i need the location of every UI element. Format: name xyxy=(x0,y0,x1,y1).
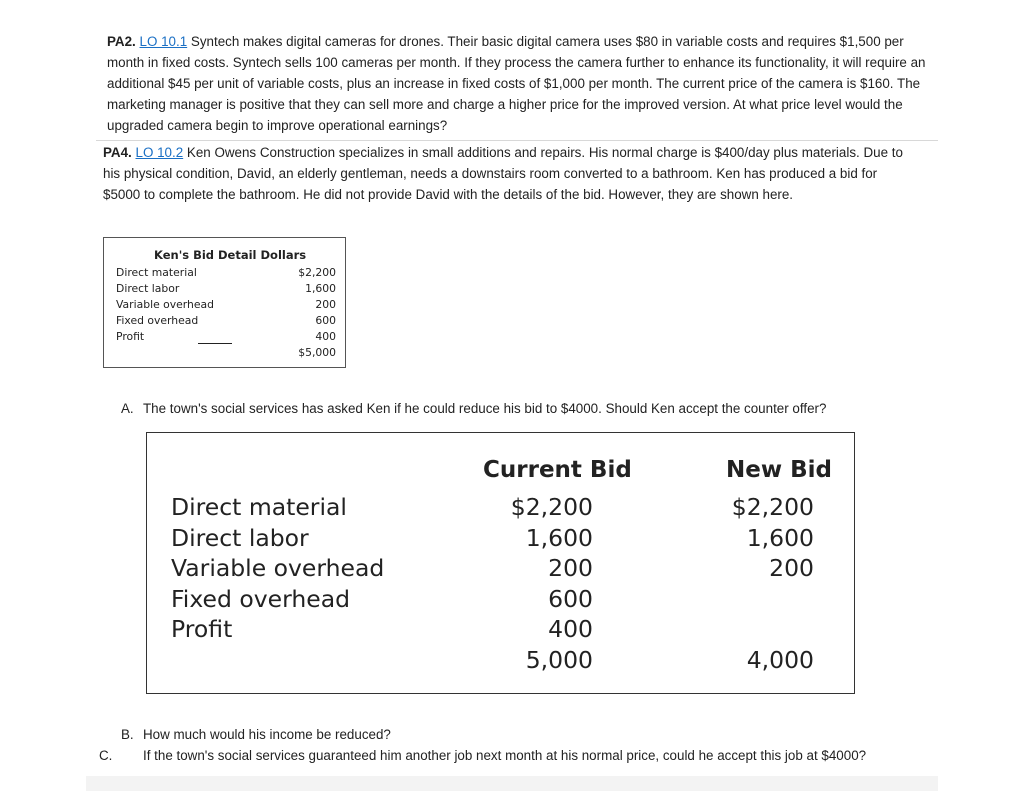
row-value: 600 xyxy=(315,314,336,327)
problem-pa4-number: PA4. xyxy=(103,145,132,160)
table-row xyxy=(116,266,336,282)
question-c xyxy=(99,745,933,766)
question-letter: A. xyxy=(121,401,134,416)
learning-objective-link-10-1[interactable]: LO 10.1 xyxy=(139,34,188,49)
question-text: If the town's social services guaranteed him another job next month at his normal price, could he accept this job at $4000? xyxy=(143,748,867,763)
table-total-row xyxy=(147,646,856,677)
question-a xyxy=(121,398,911,419)
question-b xyxy=(121,724,911,745)
table-total-row xyxy=(116,346,336,362)
current-value: 400 xyxy=(548,615,593,643)
total-underline xyxy=(198,343,232,344)
page-bottom-edge xyxy=(86,776,938,791)
new-value: 1,600 xyxy=(746,524,814,552)
problem-pa2-text: Syntech makes digital cameras for drones. Their basic digital camera uses $80 in variable costs and requires $1,500 per month in fixed costs. Syntech sells 100 cameras per month. If they process the camera further to enhance its functionality, it will require an additional $45 per unit of variable costs, plus an increase in fixed costs of $1,000 per month. The current price of the camera is $160. The marketing manager is positive that they can sell more and charge a higher price for the improved version. At what price level would the upgraded camera begin to improve operational earnings? xyxy=(107,34,926,133)
table-row xyxy=(116,282,336,298)
table-row xyxy=(147,615,856,646)
row-label: Profit xyxy=(171,615,233,643)
row-label: Fixed overhead xyxy=(116,314,199,327)
row-label: Variable overhead xyxy=(116,298,214,311)
bid-comparison-table xyxy=(146,432,855,694)
new-value: $2,200 xyxy=(731,493,814,521)
problem-pa2-number: PA2. xyxy=(107,34,136,49)
row-label: Direct material xyxy=(171,493,347,521)
row-value: $2,200 xyxy=(298,266,336,279)
table-row xyxy=(147,554,856,585)
new-value: 200 xyxy=(769,554,814,582)
question-text: How much would his income be reduced? xyxy=(143,727,391,742)
current-value: $2,200 xyxy=(510,493,593,521)
header-current-bid: Current Bid xyxy=(483,457,632,483)
problem-pa4 xyxy=(103,142,918,205)
problem-pa2 xyxy=(107,31,932,136)
problem-pa4-text: Ken Owens Construction specializes in small additions and repairs. His normal charge is $400/day plus materials. Due to his physical condition, David, an elderly gentleman, needs a downstairs room converted to a bathroom. Ken has produced a bid for $5000 to complete the bathroom. He did not provide David with the details of the bid. However, they are shown here. xyxy=(103,145,903,202)
new-total: 4,000 xyxy=(746,646,814,674)
row-label: Fixed overhead xyxy=(171,585,351,613)
table-row xyxy=(116,298,336,314)
current-value: 1,600 xyxy=(525,524,593,552)
table-row xyxy=(116,314,336,330)
table-row xyxy=(147,493,856,524)
row-value: 400 xyxy=(315,330,336,343)
row-label: Direct material xyxy=(116,266,197,279)
bid-detail-table xyxy=(103,237,346,368)
current-value: 600 xyxy=(548,585,593,613)
header-new-bid: New Bid xyxy=(726,457,832,483)
current-value: 200 xyxy=(548,554,593,582)
question-text: The town's social services has asked Ken if he could reduce his bid to $4000. Should Ken accept the counter offer? xyxy=(143,401,827,416)
row-label: Profit xyxy=(116,330,145,343)
row-value: 200 xyxy=(315,298,336,311)
table-row xyxy=(147,524,856,555)
row-label: Variable overhead xyxy=(171,554,385,582)
section-divider xyxy=(96,140,938,141)
bid-detail-title: Ken's Bid Detail Dollars xyxy=(154,248,307,262)
question-letter: B. xyxy=(121,727,134,742)
question-letter: C. xyxy=(99,748,113,763)
row-value: 1,600 xyxy=(305,282,336,295)
total-value: $5,000 xyxy=(298,346,336,359)
row-label: Direct labor xyxy=(171,524,309,552)
table-row xyxy=(147,585,856,616)
row-label: Direct labor xyxy=(116,282,180,295)
learning-objective-link-10-2[interactable]: LO 10.2 xyxy=(135,145,184,160)
current-total: 5,000 xyxy=(525,646,593,674)
